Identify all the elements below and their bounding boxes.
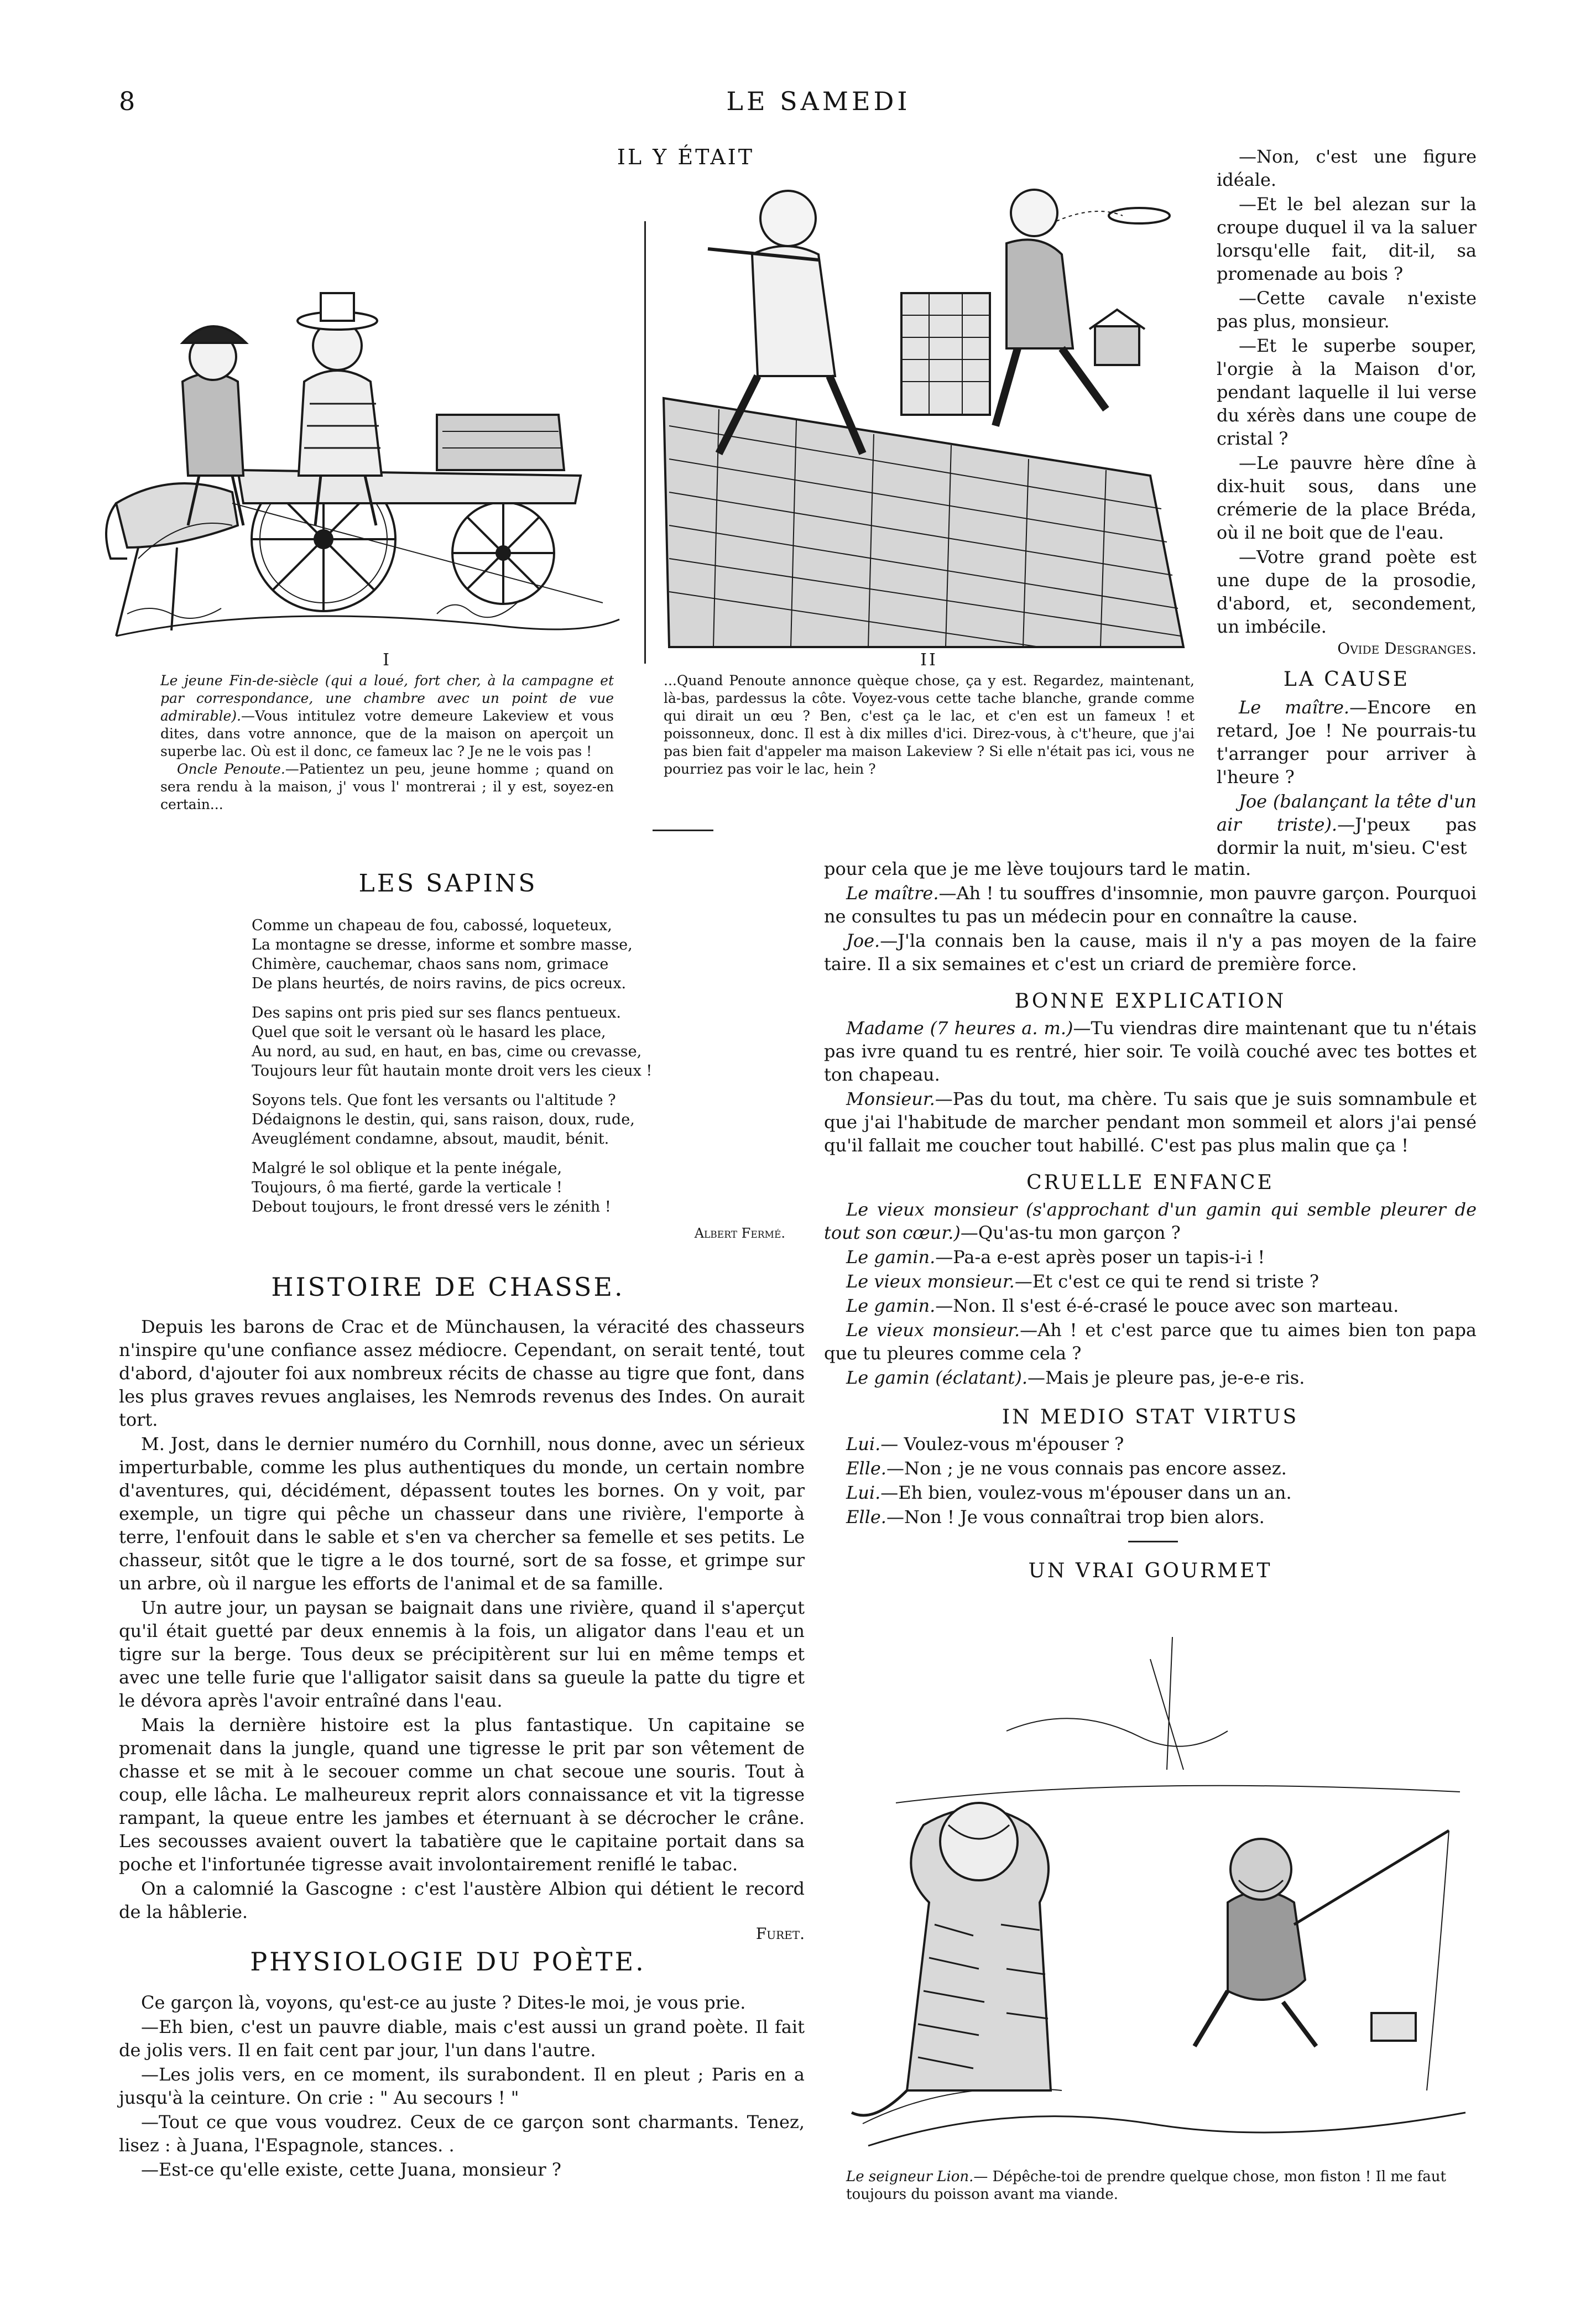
column-divider xyxy=(644,221,646,664)
section-title-gourmet: UN VRAI GOURMET xyxy=(1028,1560,1272,1582)
poem-line: Soyons tels. Que font les versants ou l'altitude ? xyxy=(252,1092,616,1109)
speaker-label: Joe (balançant la tête d'un air triste). xyxy=(1217,791,1477,835)
poem-line: De plans heurtés, de noirs ravins, de pics ocreux. xyxy=(252,975,627,992)
article-paragraph: —Est-ce qu'elle existe, cette Juana, monsieur ? xyxy=(141,2159,561,2180)
article-paragraph: —Eh bien, c'est un pauvre diable, mais c'est aussi un grand poète. Il fait de jolis vers. Il en fait cent par jour, l'un dans l'autre. xyxy=(119,2016,805,2061)
dialogue-line: —Et le superbe souper, l'orgie à la Maison d'or, pendant laquelle il lui verse du xérès dans une coupe de cristal ? xyxy=(1217,335,1477,449)
article-paragraph: Mais la dernière histoire est la plus fantastique. Un capitaine se promenait dans la jungle, quand une tigresse le prit par son vêtement de chasse et se mit à le secouer comme un chat secoue une souris. Tout à coup, elle lâcha. Le malheureux reprit alors connaissance et vit la tigresse rampant, la queue entre les jambes et éternuant à se décrocher le crâne. Les secousses avaient ouvert la tabatière que le capitaine portait dans sa poche et l'infortunée tigresse avait involontairement reniflé le tabac. xyxy=(119,1714,805,1875)
dialogue-line: —Votre grand poète est une dupe de la prosodie, d'abord, et, secondement, un imbécile. xyxy=(1217,546,1477,637)
dialogue-line: —Non, c'est une figure idéale. xyxy=(1217,146,1477,190)
dialogue-text: — Voulez-vous m'épouser ? xyxy=(880,1433,1124,1454)
dialogue-line: —Et le bel alezan sur la croupe duquel il va la saluer lorsqu'elle fait, dit-il, sa promenade au bois ? xyxy=(1217,194,1477,284)
speaker-label: Le gamin. xyxy=(846,1295,936,1316)
speaker-label: Elle. xyxy=(846,1458,886,1479)
speaker-label: Joe. xyxy=(846,930,880,951)
dialogue-text: —Ah ! et c'est parce que tu aimes bien ton papa que tu pleures comme cela ? xyxy=(824,1320,1477,1364)
poem-les-sapins xyxy=(252,916,805,1227)
gourmet-caption xyxy=(846,2168,1471,2203)
panel-numeral-1: I xyxy=(383,650,392,670)
poem-line: Aveuglément condamne, absout, maudit, bénit. xyxy=(252,1130,609,1148)
signature-ferme: Albert Fermé. xyxy=(694,1226,785,1241)
section-title-poete: PHYSIOLOGIE DU POÈTE. xyxy=(250,1947,646,1977)
article-paragraph: Ce garçon là, voyons, qu'est-ce au juste ? Dites-le moi, je vous prie. xyxy=(141,1992,746,2013)
separator-rule xyxy=(1128,1541,1178,1542)
section-title-chasse: HISTOIRE DE CHASSE. xyxy=(271,1272,625,1302)
caption-text: — Dépêche-toi de prendre quelque chose, mon fiston ! Il me faut toujours du poisson avant ma viande. xyxy=(846,2168,1446,2203)
dialogue-text: —Ah ! tu souffres d'insomnie, mon pauvre garçon. Pourquoi ne consultes tu pas un médecin pour en connaître la cause. xyxy=(824,883,1477,927)
signature-desgranges: Ovide Desgranges. xyxy=(1337,639,1477,658)
dialogue-text: —Encore en retard, Joe ! Ne pourrais-tu t'arranger pour arriver à l'heure ? xyxy=(1217,697,1477,788)
speaker-label: Le maître. xyxy=(1239,697,1350,718)
section-title-les-sapins: LES SAPINS xyxy=(358,869,538,898)
illustration-lion-fishing xyxy=(841,1593,1471,2157)
speaker-label: Le maître. xyxy=(846,883,939,904)
article-paragraph: Un autre jour, un paysan se baignait dans une rivière, quand il s'aperçut qu'il était guetté par deux ennemis à la fois, un aligator dans l'eau et un tigre sur la berge. Tous deux se précipitèrent sur lui en même temps et avec une telle furie que l'alligator saisit dans sa gueule la patte du tigre et le dévora après l'avoir entraîné dans l'eau. xyxy=(119,1597,805,1711)
section-title-bonne-explication: BONNE EXPLICATION xyxy=(1014,990,1286,1013)
article-paragraph: On a calomnié la Gascogne : c'est l'austère Albion qui détient le record de la hâblerie. xyxy=(119,1878,805,1922)
panel-2-caption: ...Quand Penoute annonce quèque chose, ça y est. Regardez, maintenant, là-bas, pardessus la côte. Voyez-vous cette tache blanche, grande comme qui dirait un œu ? Ben, c'est ça le lac, et c'en est un fameux ! et poissonneux, donc. Il est à dix milles d'ici. Direz-vous, à c't'heure, que j'ai pas bien fait d'appeler ma maison Lakeview ? Si elle n'était pas ici, vous ne pourriez pas voir le lac, hein ? xyxy=(664,672,1195,777)
dialogue-text: —Tu viendras dire maintenant que tu n'étais pas ivre quand tu es rentré, hier soir. Te voilà couché avec tes bottes et ton chapeau. xyxy=(824,1018,1477,1085)
panel-1-caption-speaker: Oncle Penoute. xyxy=(177,761,285,777)
article-paragraph: —Les jolis vers, en ce moment, ils surabondent. Il en pleut ; Paris en a jusqu'à la ceinture. On crie : " Au secours ! " xyxy=(119,2064,805,2108)
poem-line: Chimère, cauchemar, chaos sans nom, grimace xyxy=(252,956,609,973)
poem-line: La montagne se dresse, informe et sombre masse, xyxy=(252,936,633,953)
speaker-label: Le gamin. xyxy=(846,1247,936,1268)
dialogue-text: —Non. Il s'est é-é-crasé le pouce avec son marteau. xyxy=(935,1295,1399,1316)
dialogue-text: —Eh bien, voulez-vous m'épouser dans un an. xyxy=(880,1482,1292,1503)
dialogue-text: —Et c'est ce qui te rend si triste ? xyxy=(1014,1271,1319,1292)
poem-line: Au nord, au sud, en haut, en bas, cime ou crevasse, xyxy=(252,1043,642,1060)
speaker-label: Le vieux monsieur. xyxy=(846,1271,1015,1292)
dialogue-text: —Pa-a e-est après poser un tapis-i-i ! xyxy=(935,1247,1265,1268)
page-number: 8 xyxy=(119,86,139,116)
poem-line: Debout toujours, le front dressé vers le zénith ! xyxy=(252,1198,611,1216)
speaker-label: Lui. xyxy=(846,1433,881,1454)
poem-stanza xyxy=(252,916,805,993)
poem-line: Comme un chapeau de fou, cabossé, loqueteux, xyxy=(252,917,612,934)
poem-stanza xyxy=(252,1003,805,1081)
poem-line: Des sapins ont pris pied sur ses flancs pentueux. xyxy=(252,1004,621,1021)
journal-title: LE SAMEDI xyxy=(726,86,911,116)
speaker-label: Le vieux monsieur (s'approchant d'un gamin qui semble pleurer de tout son cœur.) xyxy=(824,1199,1477,1243)
article-paragraph: M. Jost, dans le dernier numéro du Cornhill, nous donne, avec un sérieux imperturbable, comme les plus authentiques du monde, un certain nombre d'aventures, qui, décidément, dépassent toutes les bornes. On y voit, par exemple, un tigre qui pêche un chasseur dans une rivière, l'emporte à terre, l'enfouit dans le sable et s'en va chercher sa femelle et ses petits. Le chasseur, sitôt que le tigre a le dos tourné, sort de sa fosse, et grimpe sur un arbre, où il nargue les efforts de l'animal et de sa famille. xyxy=(119,1433,805,1594)
section-title-cruelle-enfance: CRUELLE ENFANCE xyxy=(1026,1171,1274,1194)
poem-line: Dédaignons le destin, qui, sans raison, doux, rude, xyxy=(252,1111,635,1128)
article-paragraph: Depuis les barons de Crac et de Münchausen, la véracité des chasseurs n'inspire qu'une confiance assez médiocre. Cependant, on serait tenté, tout d'abord, d'ajouter foi aux nombreux récits de chasse au tigre que font, dans les plus graves revues anglaises, les Nemrods revenus des Indes. On aurait tort. xyxy=(119,1316,805,1430)
poem-stanza xyxy=(252,1091,805,1149)
speaker-label: Elle. xyxy=(846,1506,886,1527)
poet-dialogue-continued xyxy=(1217,145,1477,658)
panel-1-caption-answer: —Patientez un peu, jeune homme ; quand on sera rendu à la maison, j' vous l' montrerai ; il y est, soyez-en certain... xyxy=(160,761,614,812)
dialogue-text: —Qu'as-tu mon garçon ? xyxy=(960,1222,1181,1243)
dialogue-text: —Pas du tout, ma chère. Tu sais que je suis somnambule et que j'ai l'habitude de marcher pendant mon sommeil et alors j'ai pensé qu'il fallait me coucher tout habillé. C'est pas plus malin que ça ! xyxy=(824,1088,1477,1156)
article-paragraph: —Tout ce que vous voudrez. Ceux de ce garçon sont charmants. Tenez, lisez : à Juana, l'Espagnole, stances. . xyxy=(119,2111,805,2156)
dialogue-text: —Mais je pleure pas, je-e-e ris. xyxy=(1028,1367,1305,1388)
speaker-label: Madame (7 heures a. m.) xyxy=(846,1018,1073,1039)
panel-1-caption-question: —Vous intitulez votre demeure Lakeview et vous dites, dans votre annonce, que de la maison on aperçoit un superbe lac. Où est il donc, ce fameux lac ? Je ne le vois pas ! xyxy=(160,708,614,759)
section-title-in-medio: IN MEDIO STAT VIRTUS xyxy=(1002,1406,1299,1428)
dialogue-text: —J'la connais ben la cause, mais il n'y a pas moyen de la faire taire. Il a six semaines et c'est un criard de première force. xyxy=(824,930,1477,974)
speaker-label: Le vieux monsieur. xyxy=(846,1320,1020,1341)
panel-1-caption-intro: Le jeune Fin-de-siècle (qui a loué, fort cher, à la campagne et par correspondance, une chambre avec un point de vue admirable). xyxy=(160,672,614,724)
article-poete xyxy=(119,1991,805,2182)
panel-1-caption xyxy=(160,672,614,814)
section-title-la-cause: LA CAUSE xyxy=(1283,668,1410,691)
poem-line: Quel que soit le versant où le hasard les place, xyxy=(252,1024,606,1041)
dialogue-text: —Non ; je ne vous connais pas encore assez. xyxy=(886,1458,1287,1479)
poem-line: Toujours, ô ma fierté, garde la verticale ! xyxy=(252,1179,562,1196)
signature-furet: Furet. xyxy=(755,1925,805,1943)
panel-numeral-2: II xyxy=(920,650,938,670)
illustration-cart-scene xyxy=(105,216,625,658)
dialogue-text: —J'peux pas dormir la nuit, m'sieu. C'est xyxy=(1217,814,1477,858)
poem-line: Toujours leur fût hautain monte droit vers les cieux ! xyxy=(252,1062,653,1080)
dialogue-text: —Non ! Je vous connaîtrai trop bien alors. xyxy=(886,1506,1265,1527)
poem-stanza xyxy=(252,1159,805,1217)
separator-rule xyxy=(653,830,713,831)
illustration-roof-scene xyxy=(653,166,1206,653)
article-chasse xyxy=(119,1315,805,1943)
poem-line: Malgré le sol oblique et la pente inégale, xyxy=(252,1160,562,1177)
section-title-il-y-etait: IL Y ÉTAIT xyxy=(617,145,755,169)
dialogue-line: —Le pauvre hère dîne à dix-huit sous, dans une crémerie de la place Bréda, où il ne boit que de l'eau. xyxy=(1217,452,1477,543)
speaker-label: Le gamin (éclatant). xyxy=(846,1367,1028,1388)
speaker-label: Le seigneur Lion. xyxy=(846,2168,974,2185)
speaker-label: Monsieur. xyxy=(846,1088,935,1109)
dialogue-line: —Cette cavale n'existe pas plus, monsieur. xyxy=(1217,288,1477,332)
speaker-label: Lui. xyxy=(846,1482,881,1503)
dialogue-text: pour cela que je me lève toujours tard le matin. xyxy=(824,858,1251,879)
